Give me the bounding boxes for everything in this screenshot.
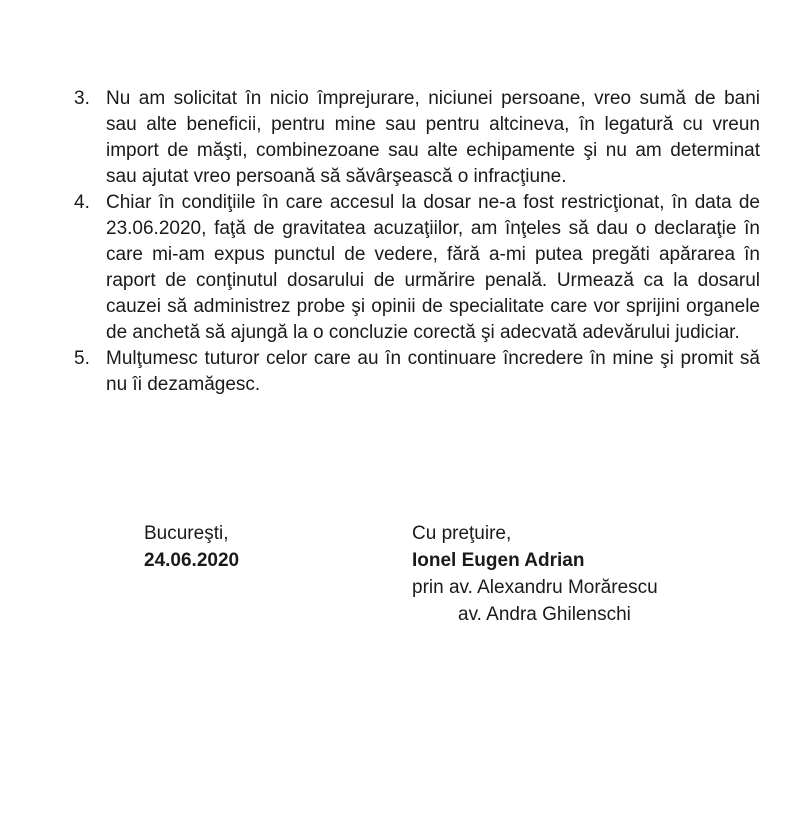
- list-item-5: [74, 346, 760, 398]
- closing: Cu preţuire,: [412, 523, 512, 544]
- place: Bucureşti,: [144, 523, 229, 544]
- lawyer-1: prin av. Alexandru Morărescu: [412, 577, 658, 598]
- date: 24.06.2020: [144, 550, 240, 571]
- item-number: 5.: [74, 348, 90, 369]
- numbered-list: [74, 86, 760, 398]
- item-text: Chiar în condiţiile în care accesul la dosar ne-a fost restricţionat, în data de 23.06.2020, faţă de gravitatea acuzaţiilor, am înţeles să dau o declaraţie în care mi-am expus punctul de vedere, fără a-mi putea pregăti apărarea în raport de conţinutul dosarului de urmărire penală. Urmează ca la dosarul cauzei să administrez probe şi opinii de specialitate care vor sprijini organele de anchetă să ajungă la o concluzie corectă şi adecvată adevărului judiciar.: [106, 192, 760, 343]
- list-item-4: [74, 190, 760, 346]
- item-number: 3.: [74, 88, 90, 109]
- signatory-name: Ionel Eugen Adrian: [412, 550, 585, 571]
- item-text: Mulţumesc tuturor celor care au în continuare încredere în mine şi promit să nu îi dezamăgesc.: [106, 348, 760, 395]
- lawyer-2: av. Andra Ghilenschi: [458, 604, 631, 625]
- list-item-3: [74, 86, 760, 190]
- item-number: 4.: [74, 192, 90, 213]
- signature-block: [412, 520, 658, 628]
- item-text: Nu am solicitat în nicio împrejurare, niciunei persoane, vreo sumă de bani sau alte beneficii, pentru mine sau pentru altcineva, în legatură cu vreun import de măşti, combinezoane sau alte echipamente şi nu am determinat sau ajutat vreo persoană să săvârşească o infracţiune.: [106, 88, 760, 187]
- place-date-block: [144, 520, 239, 574]
